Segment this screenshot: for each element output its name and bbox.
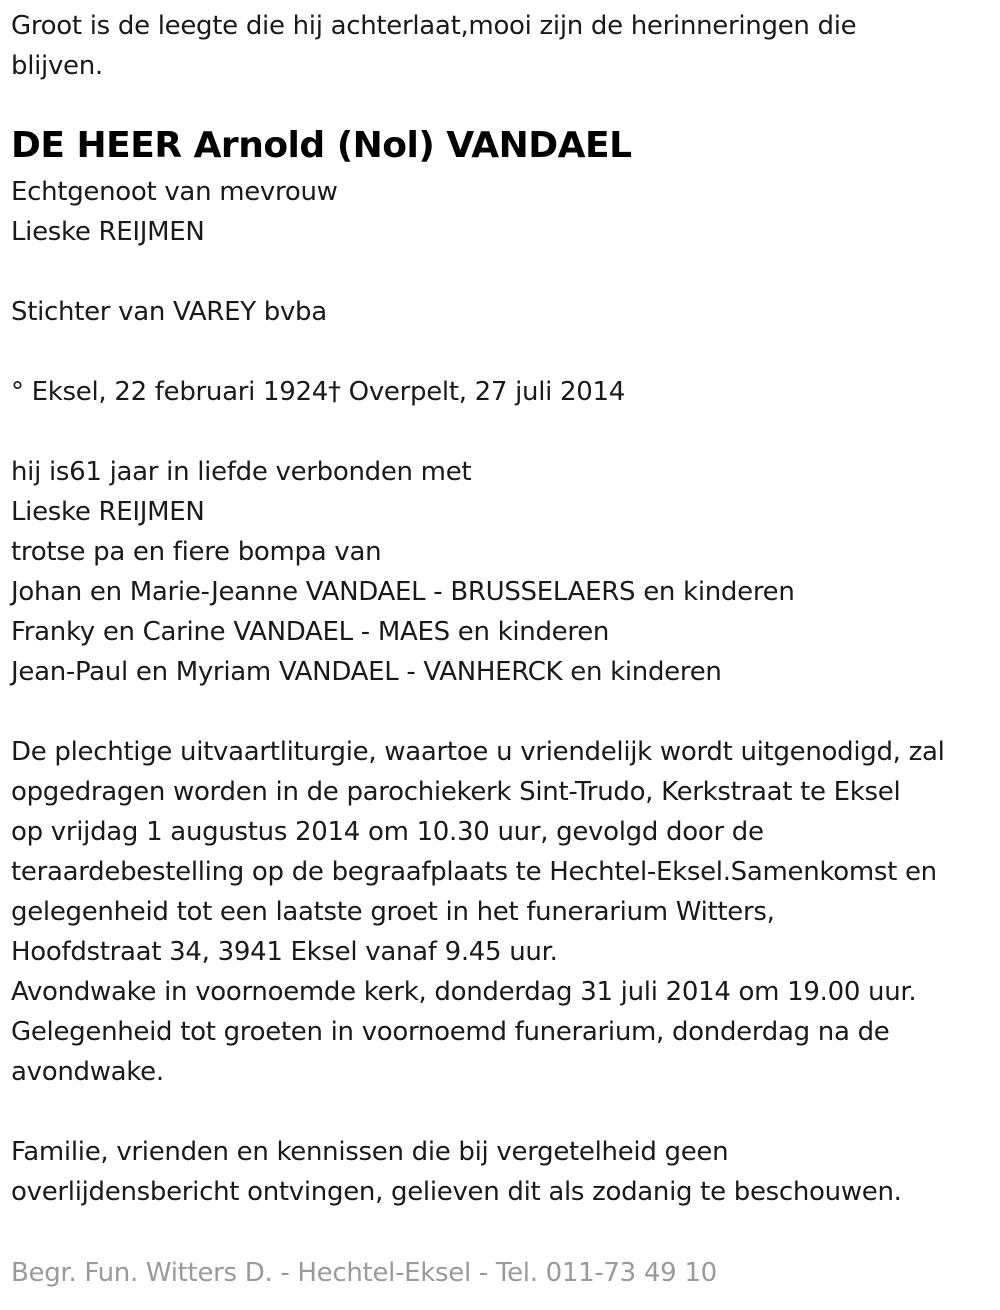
ceremony-line: opgedragen worden in de parochiekerk Sint-Trudo, Kerkstraat te Eksel bbox=[11, 777, 901, 807]
ceremony-line: De plechtige uitvaartliturgie, waartoe u vriendelijk wordt uitgenodigd, zal bbox=[11, 737, 945, 767]
founder-line: Stichter van VAREY bvba bbox=[11, 297, 327, 327]
funeral-home-footer: Begr. Fun. Witters D. - Hechtel-Eksel - Tel. 011-73 49 10 bbox=[11, 1258, 717, 1288]
ceremony-section bbox=[11, 732, 996, 1092]
notice-line: overlijdensbericht ontvingen, gelieven dit als zodanig te beschouwen. bbox=[11, 1177, 902, 1207]
birth-death-dates: ° Eksel, 22 februari 1924† Overpelt, 27 juli 2014 bbox=[11, 377, 625, 407]
ceremony-line: Hoofdstraat 34, 3941 Eksel vanaf 9.45 uur. bbox=[11, 937, 558, 967]
family-line: Lieske REIJMEN bbox=[11, 497, 205, 527]
family-section bbox=[11, 452, 996, 692]
deceased-name: DE HEER Arnold (Nol) VANDAEL bbox=[11, 125, 632, 166]
family-line: Johan en Marie-Jeanne VANDAEL - BRUSSELAERS en kinderen bbox=[11, 577, 795, 607]
ceremony-line: avondwake. bbox=[11, 1057, 164, 1087]
family-line: hij is61 jaar in liefde verbonden met bbox=[11, 457, 472, 487]
memorial-quote: Groot is de leegte die hij achterlaat,mooi zijn de herinneringen die blijven. bbox=[11, 11, 857, 81]
family-line: Franky en Carine VANDAEL - MAES en kinderen bbox=[11, 617, 610, 647]
spouse-line-2: Lieske REIJMEN bbox=[11, 217, 205, 247]
notice-section bbox=[11, 1132, 996, 1212]
obituary-document bbox=[11, 6, 996, 1212]
family-line: Jean-Paul en Myriam VANDAEL - VANHERCK en kinderen bbox=[11, 657, 722, 687]
notice-line: Familie, vrienden en kennissen die bij vergetelheid geen bbox=[11, 1137, 729, 1167]
ceremony-line: teraardebestelling op de begraafplaats te Hechtel-Eksel.Samenkomst en bbox=[11, 857, 937, 887]
spouse-line-1: Echtgenoot van mevrouw bbox=[11, 177, 338, 207]
ceremony-line: Avondwake in voornoemde kerk, donderdag 31 juli 2014 om 19.00 uur. bbox=[11, 977, 917, 1007]
ceremony-line: Gelegenheid tot groeten in voornoemd funerarium, donderdag na de bbox=[11, 1017, 890, 1047]
ceremony-line: op vrijdag 1 augustus 2014 om 10.30 uur, gevolgd door de bbox=[11, 817, 764, 847]
ceremony-line: gelegenheid tot een laatste groet in het funerarium Witters, bbox=[11, 897, 775, 927]
family-line: trotse pa en fiere bompa van bbox=[11, 537, 382, 567]
